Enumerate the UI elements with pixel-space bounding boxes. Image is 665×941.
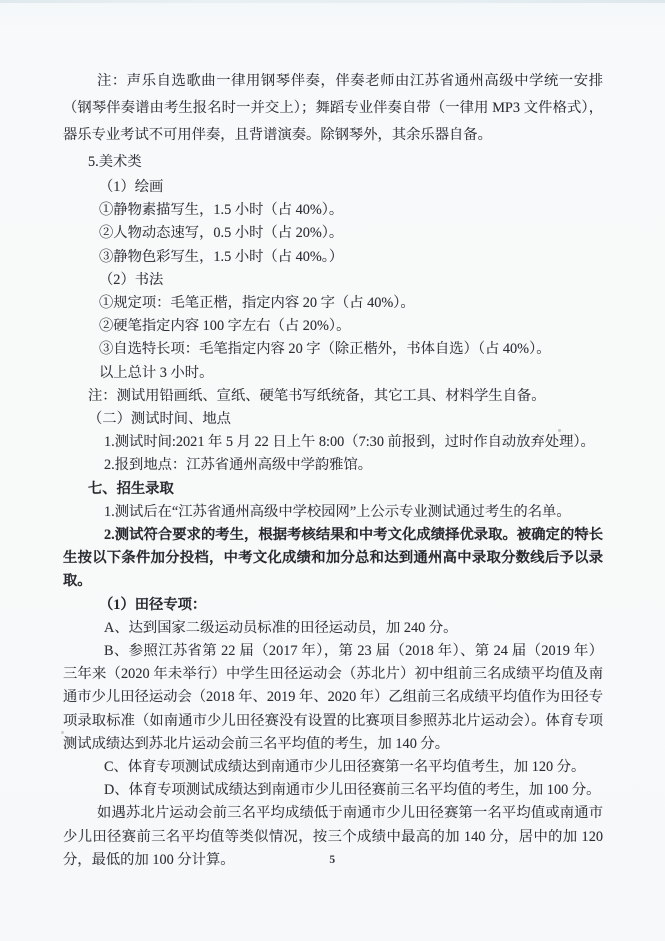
item-hard-pen: ②硬笔指定内容 100 字左右（占 20%）。 (99, 318, 351, 335)
note-test-materials: 注：测试用铅画纸、宣纸、硬笔书写纸统备，其它工具、材料学生自备。 (88, 387, 546, 404)
heading-art-category: 5.美术类 (88, 154, 142, 170)
item-publish-list: 1.测试后在“江苏省通州高级中学校园网”上公示专业测试通过考生的名单。 (104, 503, 571, 520)
item-bonus-120: C、体育专项测试成绩达到南通市少儿田径赛第一名平均值考生，加 120 分。 (104, 759, 586, 776)
item-optional-specialty: ③自选特长项：毛笔指定内容 20 字（除正楷外，书体自选）（占 40%）。 (99, 341, 551, 358)
item-still-life-color: ③静物色彩写生，1.5 小时（占 40%。） (99, 248, 344, 265)
item-figure-quick-sketch: ②人物动态速写，0.5 小时（占 20%）。 (99, 225, 344, 242)
item-bonus-100: D、体育专项测试成绩达到南通市少儿田径赛前三名平均值的考生，加 100 分。 (104, 782, 601, 799)
item-bonus-240: A、达到国家二级运动员标准的田径运动员，加 240 分。 (104, 619, 458, 636)
note-total-hours: 以上总计 3 小时。 (99, 364, 214, 381)
heading-calligraphy: （2）书法 (99, 271, 164, 288)
paragraph-bonus-140-standard: B、参照江苏省第 22 届（2017 年），第 23 届（2018 年）、第 24 届（2019 年）三年来（2020 年未举行）中学生田径运动会（苏北片）初中组前三名成绩平均值及南通市少儿田径运动会（2018 年、2019 年、2020 年）乙组前三名成绩平均值作为田径专项录取标准（如南通市少儿田径赛没有设置的比赛项目参照苏北片运动会）。体育专项测试成绩达到苏北片运动会前三名平均值的考生，加 140 分。 (63, 643, 603, 752)
item-test-time: 1.测试时间:2021 年 5 月 22 日上午 8:00（7:30 前报到，过时作自动放弃处理）。 (104, 434, 595, 451)
scan-edge-line (0, 0, 665, 3)
paragraph-exception-rule: 如遇苏北片运动会前三名平均成绩低于南通市少儿田径赛第一名平均值或南通市少儿田径赛前三名平均值等类似情况，按三个成绩中最高的加 140 分，居中的加 120 分，最低的加 100 分计算。 (63, 805, 603, 868)
heading-track-field-specialty: （1）田径专项： (99, 596, 207, 613)
heading-painting: （1）绘画 (99, 179, 164, 195)
scan-speck (558, 429, 561, 432)
item-required-brush: ①规定项：毛笔正楷，指定内容 20 字（占 40%）。 (99, 295, 415, 312)
page-number: 5 (329, 854, 336, 866)
paragraph-note-music-accompaniment: 注：声乐自选歌曲一律用钢琴伴奏，伴奏老师由江苏省通州高级中学统一安排（钢琴伴奏谱由考生报名时一并交上）；舞蹈专业伴奏自带（一律用 MP3 文件格式），器乐专业考试不可用伴奏，且背谱演奏。除钢琴外，其余乐器自备。 (63, 73, 603, 143)
heading-admission: 七、招生录取 (88, 480, 174, 497)
item-still-life-sketch: ①静物素描写生，1.5 小时（占 40%）。 (99, 202, 344, 219)
document-content (63, 68, 603, 872)
item-report-location: 2.报到地点：江苏省通州高级中学韵雅馆。 (104, 457, 373, 474)
scan-speck (61, 731, 64, 734)
paragraph-admission-policy: 2.测试符合要求的考生，根据考核结果和中考文化成绩择优录取。被确定的特长生按以下条件加分投档，中考文化成绩和加分总和达到通州高中录取分数线后予以录取。 (63, 527, 603, 590)
heading-test-time-location: （二）测试时间、地点 (88, 411, 231, 428)
